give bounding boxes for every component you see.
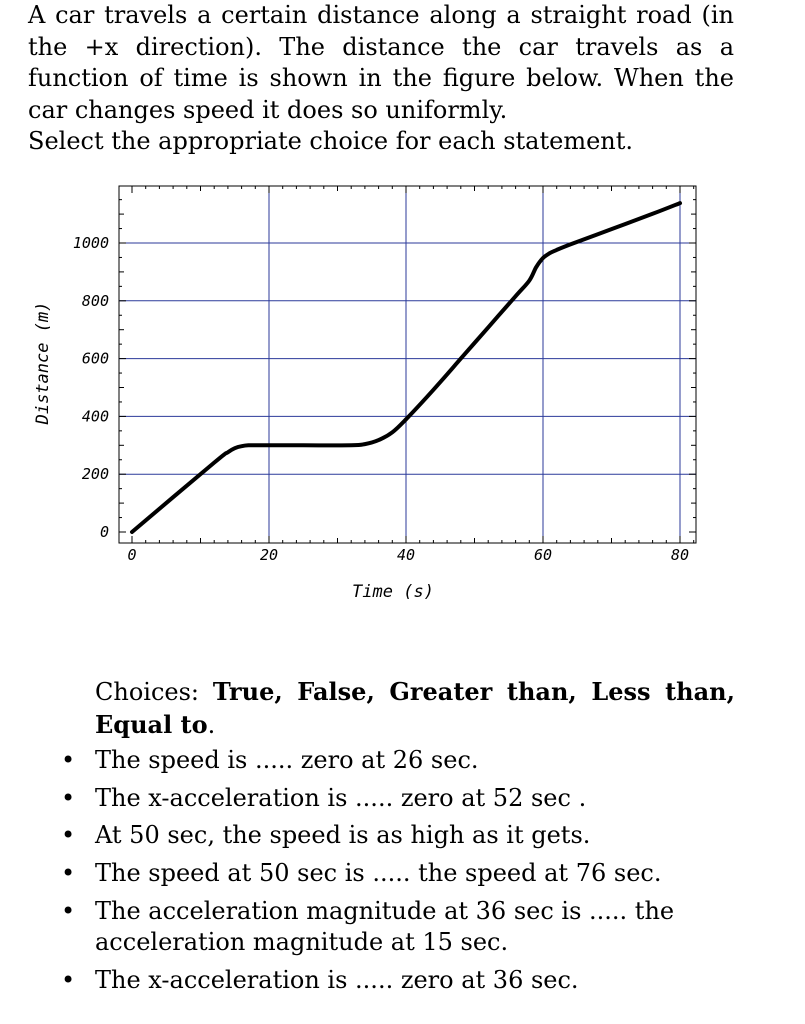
x-tick-label: 80 xyxy=(670,546,690,564)
statement-text: The speed is ..... zero at 26 sec. xyxy=(95,746,479,774)
y-axis-label: Distance (m) xyxy=(33,301,53,425)
statement-text: The x-acceleration is ..... zero at 36 sec. xyxy=(95,965,579,994)
bullet-icon: • xyxy=(61,896,76,925)
x-tick-labels xyxy=(127,546,689,564)
grid-lines xyxy=(119,186,696,543)
y-tick-label: 600 xyxy=(81,349,109,368)
distance-time-chart xyxy=(0,170,805,610)
y-tick-label: 0 xyxy=(99,523,109,541)
bullet-icon: • xyxy=(61,821,76,850)
statement-item xyxy=(61,745,735,777)
bullet-icon: • xyxy=(61,746,76,774)
choices-line xyxy=(95,676,735,741)
statement-item xyxy=(61,820,735,852)
problem-intro xyxy=(28,0,734,158)
x-tick-label: 20 xyxy=(259,546,279,564)
statement-text: The x-acceleration is ..... zero at 52 sec . xyxy=(95,783,587,812)
statement-item xyxy=(61,965,735,997)
bullet-icon: • xyxy=(61,783,76,812)
statement-text: At 50 sec, the speed is as high as it gets. xyxy=(95,821,591,850)
statement-text: The acceleration magnitude at 36 sec is ..... the acceleration magnitude at 15 sec. xyxy=(95,896,675,957)
statement-text: The speed at 50 sec is ..... the speed at 76 sec. xyxy=(95,859,662,888)
choices-list: True, False, Greater than, Less than, Equal to xyxy=(95,677,735,739)
x-tick-label: 40 xyxy=(396,546,416,564)
problem-description: A car travels a certain distance along a straight road (in the +x direction). The distance the car travels as a function of time is shown in the figure below. When the car changes speed it does so uniformly. xyxy=(28,1,734,124)
statement-list xyxy=(61,745,735,996)
x-tick-label: 0 xyxy=(127,546,137,564)
axis-ticks xyxy=(119,186,696,543)
plot-frame xyxy=(119,186,696,543)
y-tick-label: 200 xyxy=(81,465,109,484)
problem-instruction: Select the appropriate choice for each statement. xyxy=(28,127,634,155)
statement-item xyxy=(61,858,735,890)
choices-prefix: Choices: xyxy=(95,678,199,706)
y-tick-label: 400 xyxy=(81,407,109,426)
choices-section xyxy=(61,676,735,1003)
statement-item xyxy=(61,783,735,815)
y-tick-label: 800 xyxy=(81,291,109,310)
statement-item xyxy=(61,896,735,959)
x-tick-label: 60 xyxy=(533,546,553,564)
bullet-icon: • xyxy=(61,965,76,994)
y-tick-labels xyxy=(73,234,109,541)
choices-suffix: . xyxy=(207,710,216,739)
bullet-icon: • xyxy=(61,859,76,888)
y-tick-label: 1000 xyxy=(72,234,109,252)
x-axis-label: Time (s) xyxy=(352,582,434,602)
